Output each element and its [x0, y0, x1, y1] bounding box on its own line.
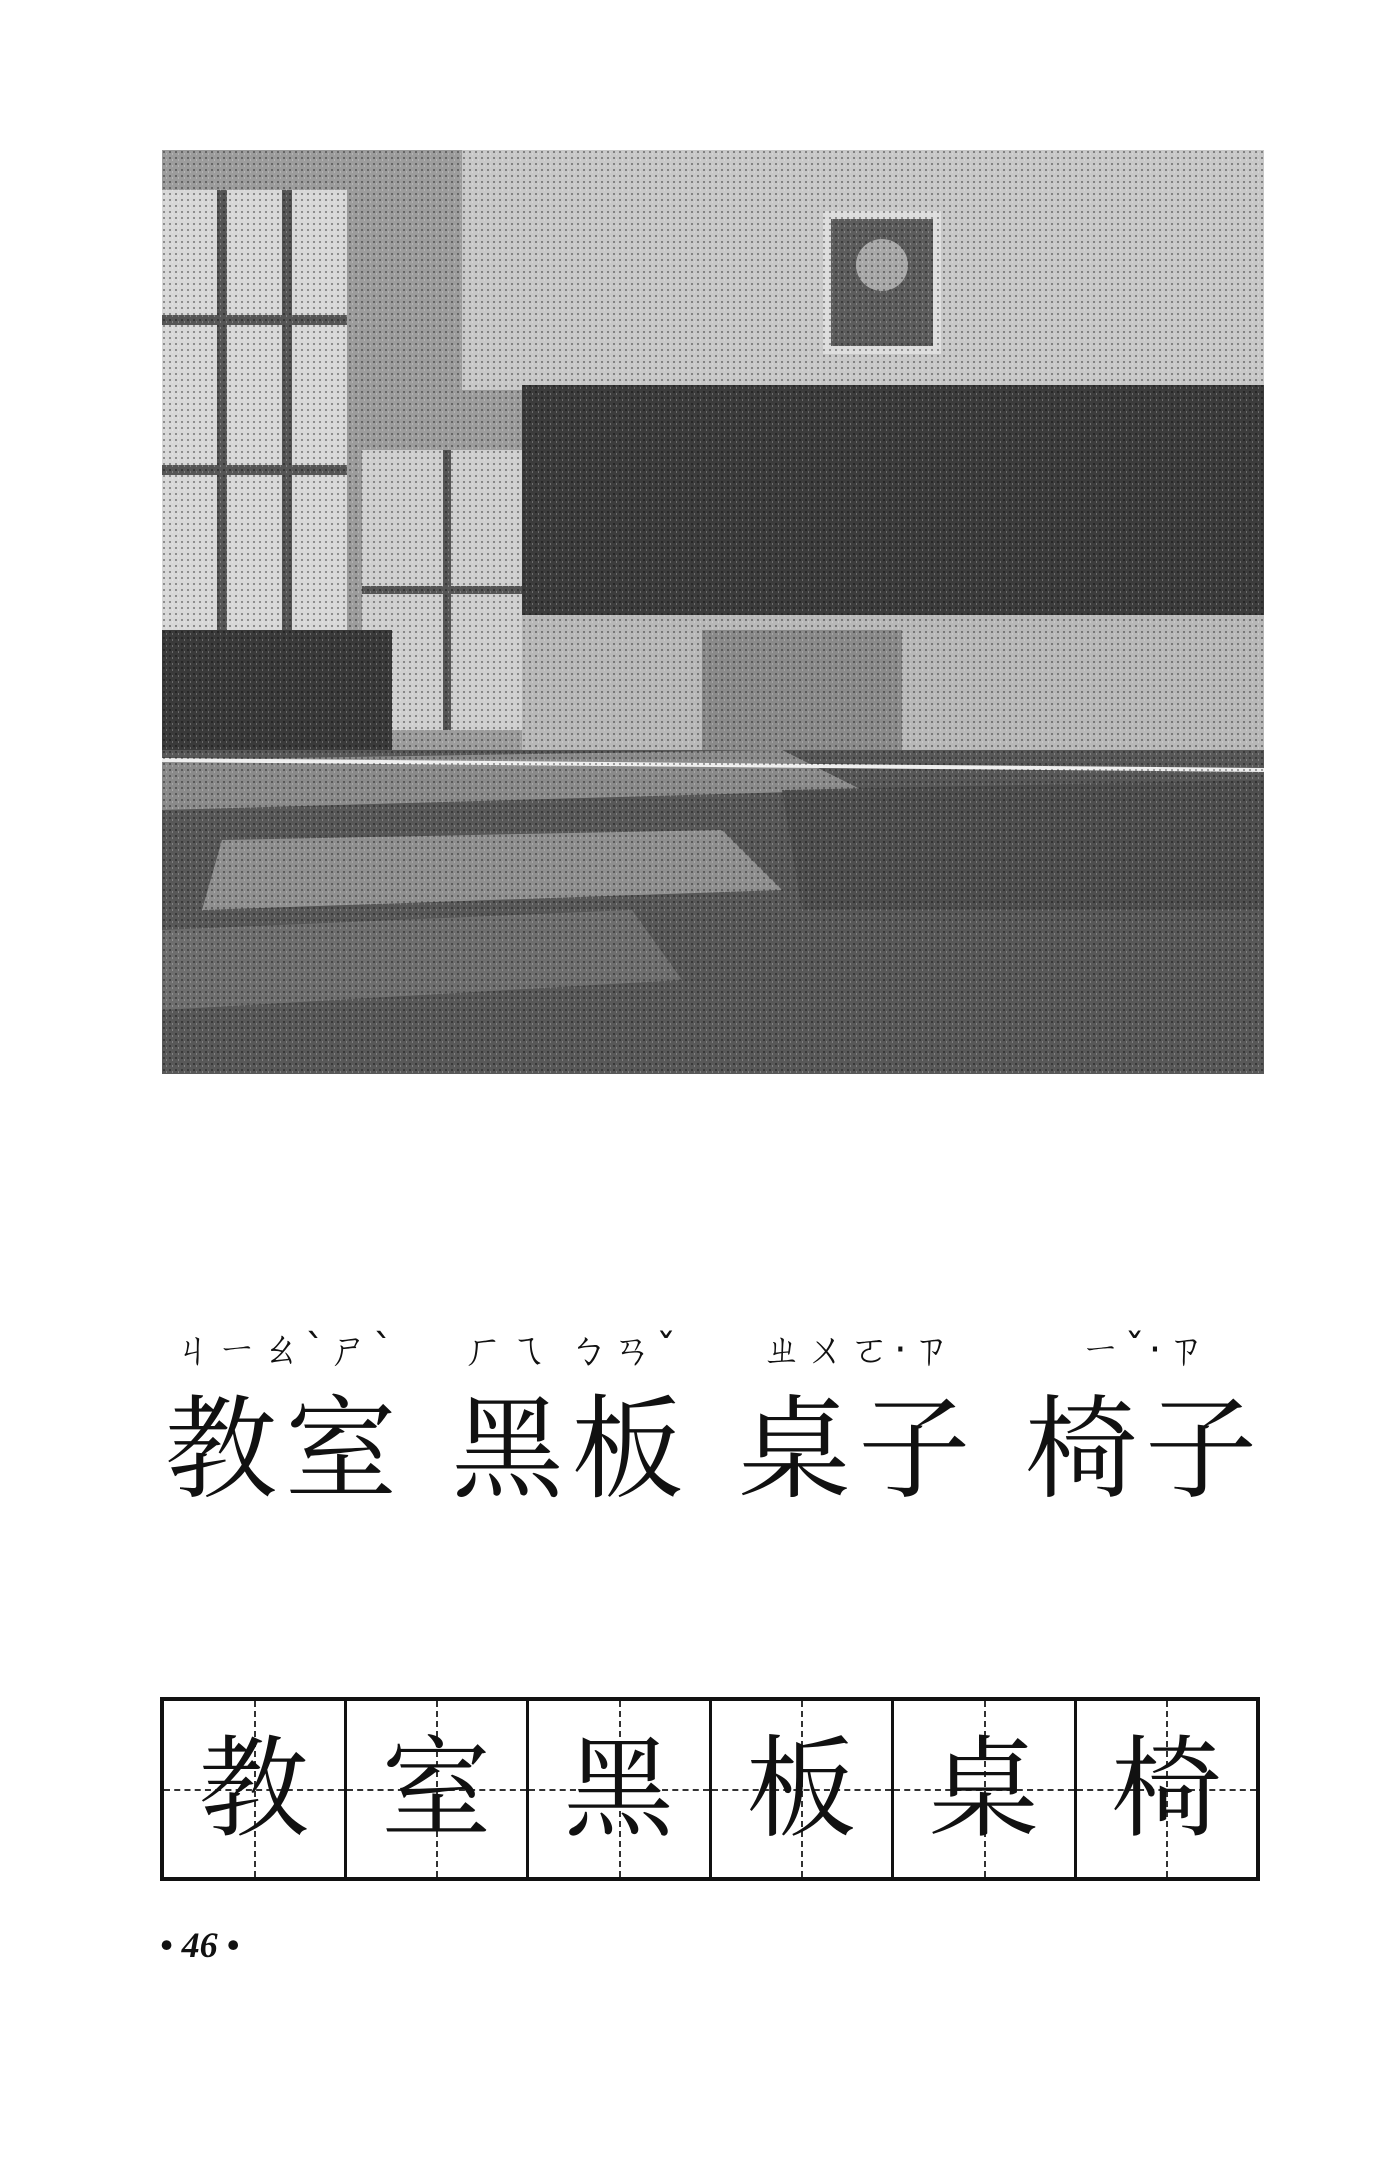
- grid-character: 桌: [928, 1725, 1039, 1853]
- vocab-word-blackboard: [447, 1320, 697, 1550]
- grid-cell: [529, 1701, 712, 1877]
- hanzi-word: 黑板: [451, 1385, 692, 1515]
- grid-cell: [894, 1701, 1077, 1877]
- hanzi-word: 椅子: [1024, 1385, 1265, 1515]
- vocab-word-desk: [733, 1320, 983, 1550]
- page-number: • 46 •: [160, 1925, 240, 1965]
- classroom-photo-image: [162, 150, 1264, 1074]
- grid-cell: [712, 1701, 895, 1877]
- zhuyin-label: ㄓㄨㄛ·ㄗ: [761, 1327, 955, 1373]
- writing-practice-grid: [160, 1697, 1260, 1881]
- zhuyin-label: ㄧˇ·ㄗ: [1080, 1327, 1210, 1373]
- grid-character: 黑: [563, 1725, 674, 1853]
- classroom-photo: [162, 150, 1264, 1074]
- vocab-word-classroom: [160, 1320, 410, 1550]
- hanzi-word: 桌子: [738, 1385, 979, 1515]
- grid-character: 教: [198, 1725, 309, 1853]
- vocab-word-chair: [1020, 1320, 1270, 1550]
- grid-cell: [1077, 1701, 1257, 1877]
- vocabulary-row: [160, 1320, 1270, 1550]
- grid-cell: [164, 1701, 347, 1877]
- grid-character: 板: [746, 1725, 857, 1853]
- grid-character: 椅: [1111, 1725, 1222, 1853]
- grid-character: 室: [381, 1725, 492, 1853]
- hanzi-word: 教室: [165, 1385, 405, 1515]
- grid-cell: [347, 1701, 530, 1877]
- zhuyin-label: ㄐㄧㄠˋㄕˋ: [173, 1327, 397, 1373]
- zhuyin-label: ㄏㄟ ㄅㄢˇ: [463, 1327, 681, 1373]
